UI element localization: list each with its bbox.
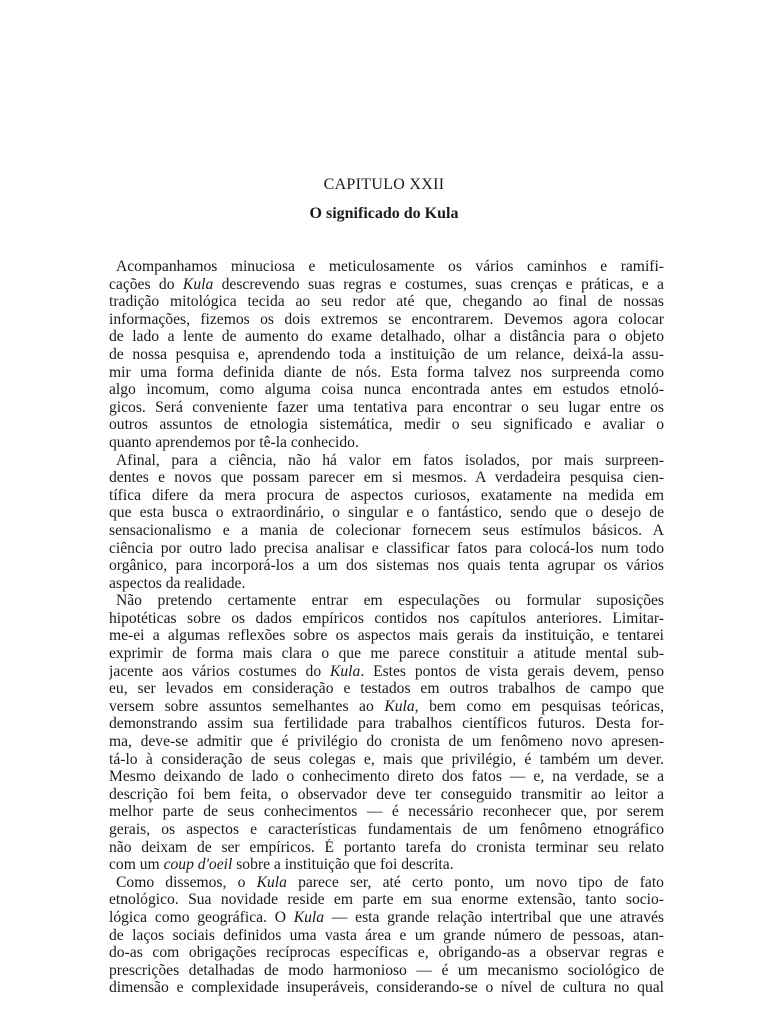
paragraph (109, 452, 664, 593)
text-line: me-ei a algumas reflexões sobre os aspectos mais gerais da instituição, e tentarei (109, 627, 664, 645)
text-line: tradição mitológica tecida ao seu redor até que, chegando ao final de nossas (109, 293, 664, 311)
body-text (109, 258, 664, 997)
text-line: tá-lo à consideração de seus colegas e, mais que privilégio, é também um dever. (109, 750, 664, 768)
text-line: lógica como geográfica. O Kula — esta grande relação intertribal que une através (109, 908, 664, 926)
text-line: descrição foi bem feita, o observador deve ter conseguido transmitir ao leitor a (109, 785, 664, 803)
text-line: do-as com obrigações recíprocas específicas e, obrigando-as a observar regras e (109, 944, 664, 962)
text-line: de lado a lente de aumento do exame detalhado, olhar a distância para o objeto (109, 328, 664, 346)
paragraph (109, 874, 664, 997)
text-line: quanto aprendemos por tê-la conhecido. (109, 433, 359, 451)
text-line: jacente aos vários costumes do Kula. Estes pontos de vista gerais devem, penso (109, 662, 664, 680)
text-line: tífica difere da mera procura de aspectos curiosos, exatamente na medida em (109, 486, 664, 504)
text-line: exprimir de forma mais clara o que me parece constituir a atitude mental sub- (109, 645, 664, 663)
text-line: Acompanhamos minuciosa e meticulosamente os vários caminhos e ramifi- (116, 258, 664, 275)
text-line: que esta busca o extraordinário, o singular e o fantástico, sendo que o desejo de (109, 504, 664, 522)
text-line: aspectos da realidade. (109, 574, 246, 592)
text-line: cações do Kula descrevendo suas regras e costumes, suas crenças e práticas, e a (109, 275, 664, 293)
text-line: orgânico, para incorporá-los a um dos sistemas nos quais tenta agrupar os vários (109, 557, 664, 575)
text-line: demonstrando assim sua fertilidade para trabalhos científicos futuros. Desta for- (109, 715, 664, 733)
text-line: mir uma forma definida diante de nós. Esta forma talvez nos surpreenda como (109, 363, 664, 381)
text-line: ma, deve-se admitir que é privilégio do cronista de um fenômeno novo apresen- (109, 733, 664, 751)
text-line: melhor parte de seus conhecimentos — é necessário reconhecer que, por serem (109, 803, 664, 821)
text-line: Afinal, para a ciência, não há valor em fatos isolados, por mais surpreen- (116, 451, 664, 469)
text-line: com um coup d'oeil sobre a instituição que foi descrita. (109, 856, 454, 874)
text-line: dimensão e complexidade insuperáveis, considerando-se o nível de cultura no qual (109, 979, 664, 997)
paragraph (109, 592, 664, 874)
text-line: sensacionalismo e a mania de colecionar fornecem seus estímulos básicos. A (109, 521, 664, 539)
paragraph (109, 258, 664, 452)
text-line: dentes e novos que possam parecer em si mesmos. A verdadeira pesquisa cien- (109, 469, 664, 487)
text-line: gerais, os aspectos e características fundamentais de um fenômeno etnográfico (109, 821, 664, 838)
text-line: gicos. Será conveniente fazer uma tentativa para encontrar o seu lugar entre os (109, 398, 664, 416)
text-line: de laços sociais definidos uma vasta área e um grande número de pessoas, atan- (109, 926, 664, 944)
text-line: Mesmo deixando de lado o conhecimento direto dos fatos — e, na verdade, se a (109, 768, 664, 786)
chapter-number: CAPITULO XXII (323, 176, 445, 193)
text-line: informações, fizemos os dois extremos se encontrarem. Devemos agora colocar (109, 310, 664, 328)
text-line: outros assuntos de etnologia sistemática, medir o seu significado e avaliar o (109, 416, 664, 434)
text-line: eu, ser levados em consideração e testados em outros trabalhos de campo que (109, 680, 664, 698)
text-line: Como dissemos, o Kula parece ser, até certo ponto, um novo tipo de fato (116, 873, 664, 891)
text-line: prescrições detalhadas de modo harmonioso — é um mecanismo sociológico de (109, 961, 664, 979)
text-line: algo incomum, como alguma coisa nunca encontrada antes em estudos etnoló- (109, 381, 664, 399)
text-line: etnológico. Sua novidade reside em parte em sua enorme extensão, tanto socio- (109, 891, 664, 909)
chapter-title: O significado do Kula (309, 205, 459, 222)
text-line: Não pretendo certamente entrar em especulações ou formular suposições (116, 592, 664, 610)
text-line: ciência por outro lado precisa analisar e classificar fatos para colocá-los num todo (109, 539, 664, 557)
text-line: hipotéticas sobre os dados empíricos contidos nos capítulos anteriores. Limitar- (109, 609, 664, 627)
text-line: de nossa pesquisa e, aprendendo toda a instituição de um relance, deixá-la assu- (109, 345, 664, 363)
text-line: não deixam de ser empíricos. É portanto tarefa do cronista terminar seu relato (109, 838, 664, 856)
text-line: versem sobre assuntos semelhantes ao Kula, bem como em pesquisas teóricas, (109, 697, 664, 715)
